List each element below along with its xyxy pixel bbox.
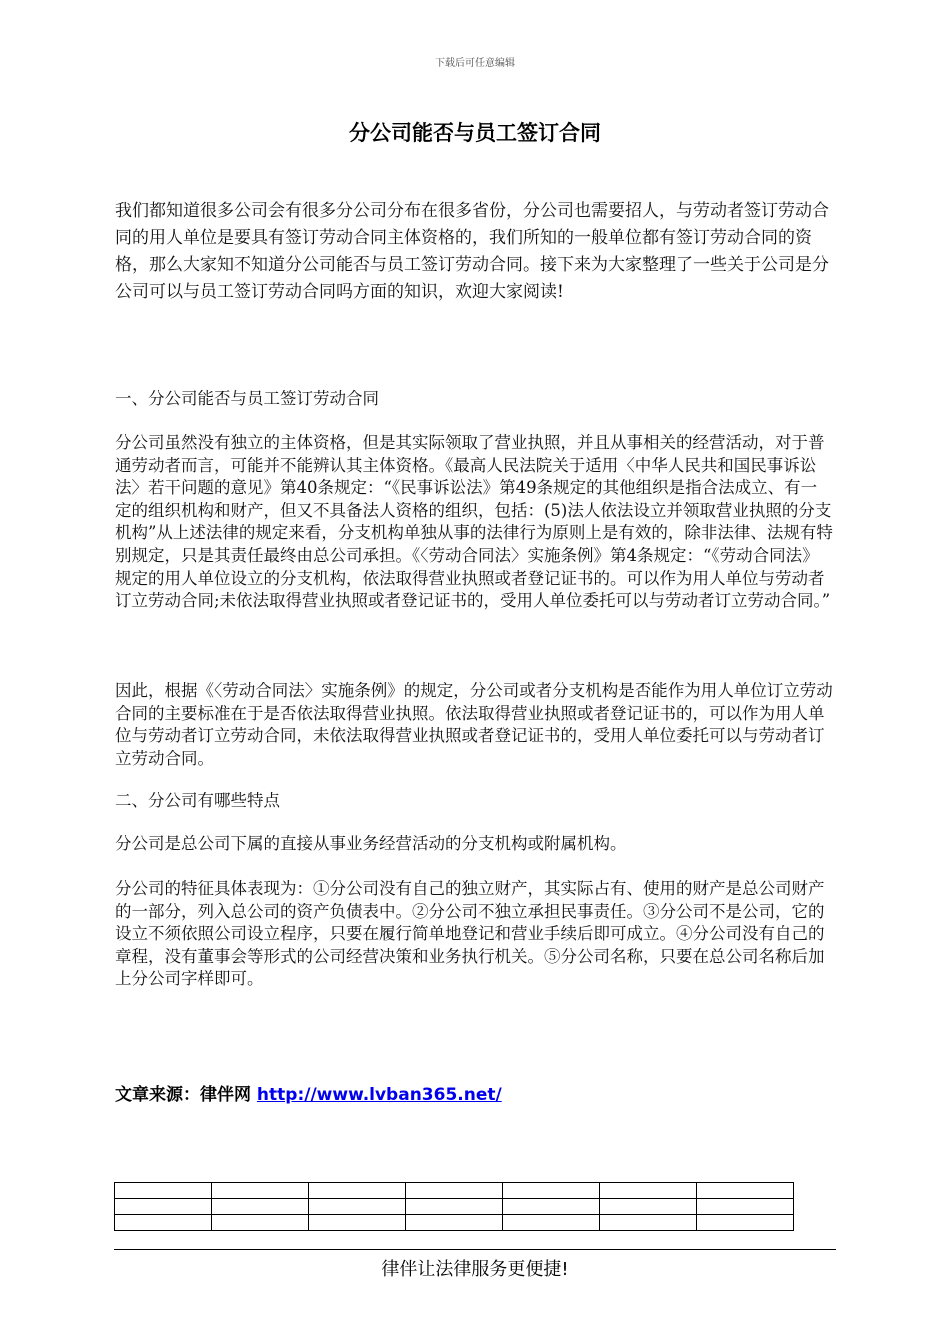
table-cell	[115, 1199, 212, 1215]
table-cell	[406, 1199, 503, 1215]
source-label: 文章来源：律伴网	[115, 1085, 257, 1105]
footer-slogan: 律伴让法律服务更便捷!	[381, 1259, 569, 1280]
table-row	[115, 1183, 794, 1199]
table-cell	[115, 1183, 212, 1199]
table-cell	[697, 1183, 794, 1199]
source-link[interactable]: http://www.lvban365.net/	[256, 1085, 502, 1105]
document-title: 分公司能否与员工签订合同	[349, 121, 601, 145]
section-2-paragraph-1: 分公司是总公司下属的直接从事业务经营活动的分支机构或附属机构。	[115, 834, 627, 853]
table-cell	[600, 1215, 697, 1231]
footer-grid-table	[114, 1182, 794, 1231]
article-source	[115, 1080, 502, 1105]
table-row	[115, 1215, 794, 1231]
table-cell	[503, 1215, 600, 1231]
table-cell	[503, 1199, 600, 1215]
table-cell	[503, 1183, 600, 1199]
section-2-paragraph-2: 分公司的特征具体表现为：①分公司没有自己的独立财产，其实际占有、使用的财产是总公司财产的一部分，列入总公司的资产负债表中。②分公司不独立承担民事责任。③分公司不是公司，它的设立不须依照公司设立程序，只要在履行简单地登记和营业手续后即可成立。④分公司没有自己的章程，没有董事会等形式的公司经营决策和业务执行机关。⑤分公司名称，只要在总公司名称后加上分公司字样即可。	[115, 879, 825, 989]
section-1-paragraph-2: 因此，根据《〈劳动合同法〉实施条例》的规定，分公司或者分支机构是否能作为用人单位订立劳动合同的主要标准在于是否依法取得营业执照。依法取得营业执照或者登记证书的，可以作为用人单位与劳动者订立劳动合同，未依法取得营业执照或者登记证书的，受用人单位委托可以与劳动者订立劳动合同。	[115, 681, 833, 768]
table-cell	[600, 1183, 697, 1199]
table-cell	[212, 1215, 309, 1231]
footer-divider	[114, 1249, 836, 1250]
section-1-heading: 一、分公司能否与员工签订劳动合同	[115, 389, 379, 408]
table-row	[115, 1199, 794, 1215]
table-cell	[600, 1199, 697, 1215]
header-note: 下载后可任意编辑	[435, 58, 515, 69]
section-1-paragraph-1: 分公司虽然没有独立的主体资格，但是其实际领取了营业执照，并且从事相关的经营活动，对于普通劳动者而言，可能并不能辨认其主体资格。《最高人民法院关于适用〈中华人民共和国民事诉讼法〉若干问题的意见》第40条规定：“《民事诉讼法》第49条规定的其他组织是指合法成立、有一定的组织机构和财产，但又不具备法人资格的组织，包括：(5)法人依法设立并领取营业执照的分支机构”从上述法律的规定来看，分支机构单独从事的法律行为原则上是有效的，除非法律、法规有特别规定，只是其责任最终由总公司承担。《〈劳动合同法〉实施条例》第4条规定：“《劳动合同法》规定的用人单位设立的分支机构，依法取得营业执照或者登记证书的。可以作为用人单位与劳动者订立劳动合同;未依法取得营业执照或者登记证书的，受用人单位委托可以与劳动者订立劳动合同。”	[115, 433, 833, 611]
table-cell	[309, 1215, 406, 1231]
table-cell	[697, 1199, 794, 1215]
table-cell	[697, 1215, 794, 1231]
table-cell	[309, 1183, 406, 1199]
section-2-heading: 二、分公司有哪些特点	[115, 791, 280, 810]
table-cell	[406, 1215, 503, 1231]
table-cell	[212, 1183, 309, 1199]
table-cell	[212, 1199, 309, 1215]
intro-paragraph: 我们都知道很多公司会有很多分公司分布在很多省份，分公司也需要招人，与劳动者签订劳动合同的用人单位是要具有签订劳动合同主体资格的，我们所知的一般单位都有签订劳动合同的资格，那么大家知不知道分公司能否与员工签订劳动合同。接下来为大家整理了一些关于公司是分公司可以与员工签订劳动合同吗方面的知识，欢迎大家阅读!	[115, 201, 829, 302]
table-cell	[309, 1199, 406, 1215]
table-cell	[115, 1215, 212, 1231]
table-cell	[406, 1183, 503, 1199]
